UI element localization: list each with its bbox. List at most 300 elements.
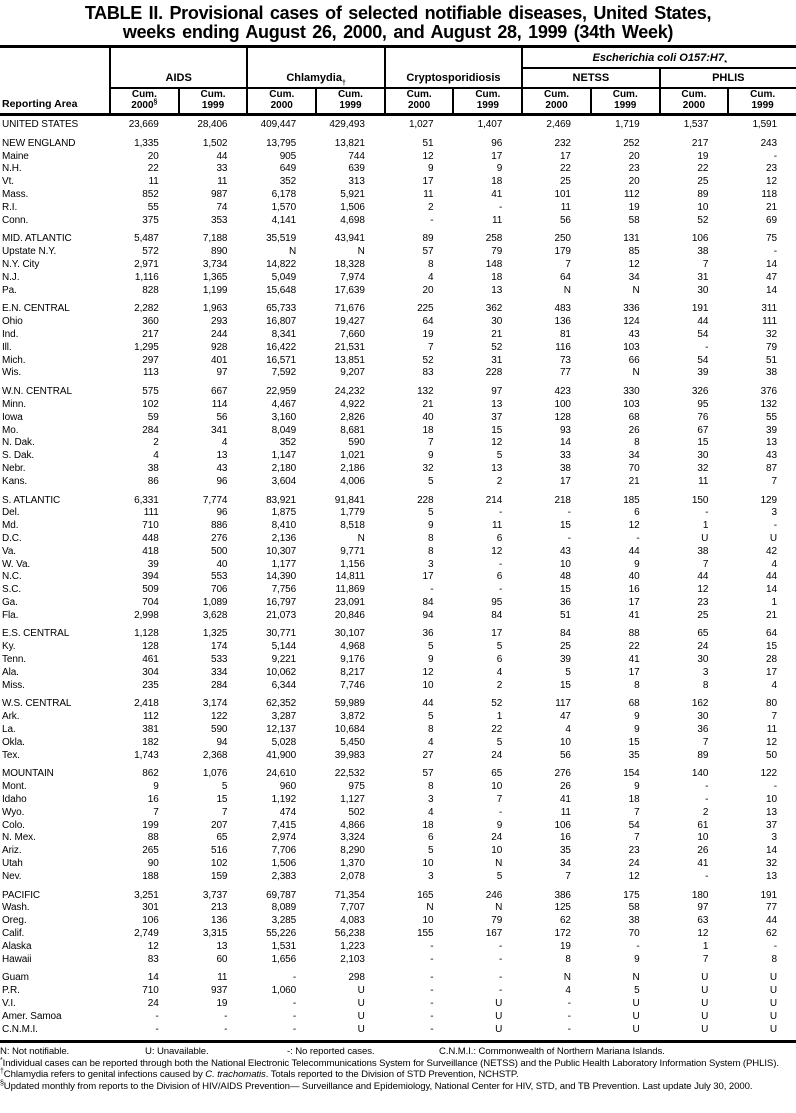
cell-value: 32 xyxy=(766,858,777,870)
cell-value: 116 xyxy=(555,341,571,353)
table-row xyxy=(0,768,796,781)
cell-value: 125 xyxy=(554,902,571,914)
cell-value: 852 xyxy=(142,188,159,200)
cell-value: 5,487 xyxy=(134,233,159,245)
cell-value: 132 xyxy=(760,398,777,410)
cell-value: 44 xyxy=(628,545,640,557)
row-area-label: N.J. xyxy=(2,271,20,283)
cell-value: 15,648 xyxy=(266,284,297,296)
cell-value: 448 xyxy=(142,532,159,544)
cell-value: 159 xyxy=(211,870,228,882)
cell-value: 34 xyxy=(628,450,640,462)
row-area-label: Ill. xyxy=(2,341,12,353)
cell-value: 12 xyxy=(491,437,503,449)
cell-value: 4 xyxy=(771,679,777,691)
cell-value: 84 xyxy=(422,596,434,608)
row-area-label: NEW ENGLAND xyxy=(2,137,76,149)
cell-value: 228 xyxy=(485,367,503,379)
cell-value: 6 xyxy=(428,832,434,844)
cell-value: 218 xyxy=(554,494,571,506)
row-area-label: R.I. xyxy=(2,201,18,213)
cell-value: 301 xyxy=(142,902,159,914)
cell-value: 59 xyxy=(147,411,159,423)
cell-value: - xyxy=(430,985,434,997)
row-area-label: Ark. xyxy=(2,711,20,723)
legend-not-notifiable: N: Not notifiable. xyxy=(0,1046,70,1058)
cell-value: 214 xyxy=(485,494,503,506)
column-group-phlis xyxy=(659,69,796,89)
cell-value: 13 xyxy=(766,870,777,882)
cell-value: 14 xyxy=(766,284,777,296)
cell-value: N xyxy=(563,972,571,984)
cell-value: 6 xyxy=(496,571,503,583)
cell-value: 75 xyxy=(766,233,777,245)
cell-value: 56 xyxy=(216,411,228,423)
footnote-2-post: . Totals reported to the Division of STD Prevention, NCHSTP. xyxy=(265,1069,519,1081)
cell-value: 41 xyxy=(559,794,571,806)
cell-value: 9 xyxy=(634,953,640,965)
cell-value: - xyxy=(567,532,571,544)
cell-value: 246 xyxy=(485,889,503,901)
cell-value: 401 xyxy=(211,354,228,366)
cell-value: U xyxy=(357,1010,365,1022)
row-area-label: P.R. xyxy=(2,985,20,997)
cell-value: 232 xyxy=(554,137,571,149)
cell-value: 7 xyxy=(565,258,571,270)
cell-value: 394 xyxy=(142,571,159,583)
cell-value: 62 xyxy=(766,928,777,940)
cell-value: 9 xyxy=(634,781,640,793)
cell-value: 258 xyxy=(485,233,503,245)
cell-value: 12 xyxy=(697,584,709,596)
cell-value: 30 xyxy=(491,316,503,328)
cell-value: 4,698 xyxy=(340,214,365,226)
table-row xyxy=(0,781,796,794)
cell-value: 8 xyxy=(771,953,777,965)
cell-value: 7,774 xyxy=(202,494,228,506)
cell-value: 5 xyxy=(496,641,503,653)
cell-value: 1 xyxy=(702,520,709,532)
cell-value: 1,591 xyxy=(752,119,777,130)
cell-value: 5 xyxy=(428,845,434,857)
cell-value: 1 xyxy=(496,711,503,723)
cell-value: U xyxy=(357,998,365,1009)
cell-value: 11 xyxy=(492,214,503,226)
cell-value: 136 xyxy=(211,915,228,927)
cell-value: 162 xyxy=(691,698,709,710)
cum-header-cell: Cum. 1999 xyxy=(178,89,247,113)
cell-value: 1,656 xyxy=(271,953,297,965)
column-group-cryptosporidiosis xyxy=(384,48,521,89)
cell-value: 106 xyxy=(554,819,571,831)
cell-value: 30 xyxy=(697,450,709,462)
cell-value: 649 xyxy=(279,163,297,175)
cell-value: N xyxy=(426,902,434,914)
cell-value: 1,027 xyxy=(408,119,434,130)
cell-value: - xyxy=(430,1023,434,1035)
cell-value: 7 xyxy=(771,475,777,487)
cell-value: 51 xyxy=(766,354,777,366)
cell-value: 6 xyxy=(496,532,503,544)
cell-value: 191 xyxy=(760,889,777,901)
cell-value: 987 xyxy=(211,188,228,200)
cell-value: 97 xyxy=(697,902,709,914)
cell-value: 1,963 xyxy=(202,303,228,315)
cell-value: 11,869 xyxy=(335,584,365,596)
cell-value: - xyxy=(498,201,503,213)
row-area-label: N.Y. City xyxy=(2,258,40,270)
cell-value: - xyxy=(292,1010,297,1022)
cell-value: 7 xyxy=(634,806,640,818)
cell-value: 52 xyxy=(491,341,503,353)
cell-value: - xyxy=(498,507,503,519)
cell-value: 44 xyxy=(216,150,228,162)
cell-value: U xyxy=(357,1023,365,1035)
cell-value: U xyxy=(701,1010,709,1022)
cell-value: U xyxy=(701,972,709,984)
cell-value: 47 xyxy=(766,271,777,283)
cell-value: 9 xyxy=(428,654,434,666)
chlamydia-label: Chlamydia xyxy=(286,72,342,84)
cell-value: - xyxy=(498,584,503,596)
table-row xyxy=(0,750,796,763)
cell-value: 11 xyxy=(766,724,777,736)
cell-value: - xyxy=(430,584,434,596)
cell-value: 18,328 xyxy=(334,258,365,270)
cell-value: 14,390 xyxy=(266,571,297,583)
cell-value: 18 xyxy=(491,271,503,283)
cell-value: 24 xyxy=(628,858,640,870)
cell-value: - xyxy=(567,1010,571,1022)
cell-value: 376 xyxy=(760,386,777,398)
table-row xyxy=(0,871,796,884)
cell-value: 70 xyxy=(628,928,640,940)
row-area-label: Ind. xyxy=(2,328,19,340)
cell-value: 6,178 xyxy=(271,188,297,200)
cell-value: 155 xyxy=(417,928,434,940)
cell-value: 8 xyxy=(565,953,571,965)
table-row xyxy=(0,954,796,967)
cell-value: 174 xyxy=(211,641,228,653)
cell-value: 235 xyxy=(142,679,159,691)
row-area-label: Tenn. xyxy=(2,654,26,666)
cell-value: 31 xyxy=(697,271,709,283)
cell-value: 2,826 xyxy=(340,411,365,423)
cell-value: 2,971 xyxy=(134,258,159,270)
cell-value: 3 xyxy=(771,507,777,519)
cell-value: 17 xyxy=(422,571,434,583)
cell-value: 22 xyxy=(628,641,640,653)
cell-value: 58 xyxy=(628,902,640,914)
row-area-label: S.C. xyxy=(2,584,22,596)
cell-value: 352 xyxy=(279,176,297,188)
cell-value: 15 xyxy=(766,641,777,653)
cell-value: 2 xyxy=(153,437,159,449)
table-row xyxy=(0,246,796,259)
cell-value: U xyxy=(769,1010,777,1022)
cell-value: 68 xyxy=(628,698,640,710)
cell-value: 100 xyxy=(554,398,571,410)
cum-header-cell: Cum. 2000 xyxy=(659,89,728,113)
cell-value: 7 xyxy=(702,258,709,270)
footnotes xyxy=(0,1043,796,1092)
cell-value: 12 xyxy=(422,666,434,678)
table-row xyxy=(0,202,796,215)
cell-value: 128 xyxy=(142,641,159,653)
cell-value: 9,176 xyxy=(340,654,365,666)
table-row xyxy=(0,807,796,820)
cell-value: 18 xyxy=(422,819,434,831)
cum-header-cell: Cum. 1999 xyxy=(590,89,659,113)
table-row xyxy=(0,858,796,871)
cell-value: 326 xyxy=(691,386,709,398)
cell-value: 9 xyxy=(634,724,640,736)
cell-value: 83 xyxy=(422,367,434,379)
cell-value: U xyxy=(701,985,709,997)
cell-value: 41 xyxy=(628,654,640,666)
footnote-chlamydia xyxy=(0,1069,796,1080)
table-row xyxy=(0,845,796,858)
cell-value: 90 xyxy=(147,858,159,870)
cell-value: 9 xyxy=(428,163,434,175)
cell-value: 1,089 xyxy=(202,596,228,608)
cell-value: 298 xyxy=(348,972,365,984)
cell-value: - xyxy=(292,1023,297,1035)
cell-value: 14,811 xyxy=(335,571,365,583)
cell-value: 44 xyxy=(766,571,777,583)
cell-value: 7,756 xyxy=(271,584,297,596)
cell-value: U xyxy=(495,998,503,1009)
cell-value: U xyxy=(632,998,640,1009)
table-row xyxy=(0,342,796,355)
cell-value: 175 xyxy=(623,889,640,901)
table-row xyxy=(0,520,796,533)
cell-value: - xyxy=(430,1010,434,1022)
cell-value: 24,610 xyxy=(266,768,297,780)
table-row xyxy=(0,680,796,693)
row-area-label: D.C. xyxy=(2,532,22,544)
table-row xyxy=(0,138,796,151)
cell-value: 14 xyxy=(766,845,777,857)
cell-value: N xyxy=(632,284,640,296)
cell-value: 40 xyxy=(422,411,434,423)
row-area-label: E.S. CENTRAL xyxy=(2,628,70,640)
cell-value: 65,733 xyxy=(266,303,297,315)
cell-value: 1,779 xyxy=(340,507,365,519)
cell-value: 33 xyxy=(559,450,571,462)
cell-value: 6 xyxy=(634,507,640,519)
cell-value: 38 xyxy=(559,462,571,474)
cell-value: 1,370 xyxy=(340,858,365,870)
row-area-label: W.N. CENTRAL xyxy=(2,386,72,398)
table-row xyxy=(0,425,796,438)
cell-value: 20,846 xyxy=(334,609,365,621)
cell-value: 533 xyxy=(211,654,228,666)
cell-value: 10 xyxy=(697,201,709,213)
cell-value: 57 xyxy=(422,246,434,258)
cell-value: 50 xyxy=(766,749,777,761)
cell-value: 182 xyxy=(142,736,159,748)
cell-value: - xyxy=(705,341,709,353)
cell-value: 21,073 xyxy=(266,609,297,621)
cell-value: 5 xyxy=(428,475,434,487)
cell-value: 2 xyxy=(496,679,503,691)
cell-value: 180 xyxy=(691,889,709,901)
cell-value: 60 xyxy=(216,953,228,965)
cell-value: 11 xyxy=(217,176,228,188)
cell-value: 88 xyxy=(628,628,640,640)
cell-value: 6,344 xyxy=(271,679,297,691)
cell-value: 4 xyxy=(221,437,228,449)
row-area-label: S. Dak. xyxy=(2,450,35,462)
cell-value: - xyxy=(705,507,709,519)
row-area-label: Ala. xyxy=(2,666,19,678)
cell-value: 36 xyxy=(697,724,709,736)
cell-value: 88 xyxy=(147,832,159,844)
row-area-label: Vt. xyxy=(2,176,14,188)
cell-value: 418 xyxy=(142,545,159,557)
cell-value: 8,518 xyxy=(340,520,365,532)
cell-value: U xyxy=(357,985,365,997)
cell-value: 64 xyxy=(559,271,571,283)
cell-value: 16,571 xyxy=(266,354,297,366)
cell-value: 975 xyxy=(348,781,365,793)
table-row xyxy=(0,915,796,928)
footnote-aids-update xyxy=(0,1081,796,1092)
cell-value: 128 xyxy=(554,411,571,423)
cell-value: - xyxy=(224,1023,228,1035)
cell-value: 22,959 xyxy=(266,386,297,398)
cell-value: 516 xyxy=(211,845,228,857)
cell-value: 3 xyxy=(702,666,709,678)
cell-value: 11 xyxy=(492,520,503,532)
cell-value: 70 xyxy=(628,462,640,474)
cell-value: 13 xyxy=(491,284,503,296)
row-area-label: Alaska xyxy=(2,940,32,952)
cell-value: 5 xyxy=(496,450,503,462)
cell-value: 58 xyxy=(628,214,640,226)
cell-value: 7 xyxy=(428,437,434,449)
cell-value: 118 xyxy=(761,188,777,200)
footnote-2-italic: C. trachomatis xyxy=(205,1069,266,1081)
table-row xyxy=(0,355,796,368)
cell-value: 17 xyxy=(559,150,571,162)
cell-value: 11 xyxy=(698,475,709,487)
cell-value: 7 xyxy=(428,341,434,353)
cell-value: 71,354 xyxy=(334,889,365,901)
cell-value: 341 xyxy=(211,424,228,436)
cell-value: 79 xyxy=(491,915,503,927)
cell-value: 3,160 xyxy=(271,411,297,423)
cell-value: U xyxy=(769,1023,777,1035)
table-row xyxy=(0,597,796,610)
row-area-label: Mass. xyxy=(2,188,29,200)
cell-value: 172 xyxy=(554,928,571,940)
cell-value: 102 xyxy=(211,858,228,870)
cell-value: 114 xyxy=(211,398,228,410)
cell-value: 24 xyxy=(147,998,159,1009)
cell-value: 252 xyxy=(623,137,640,149)
cell-value: 19 xyxy=(559,940,571,952)
cell-value: 2 xyxy=(428,201,434,213)
cell-value: - xyxy=(705,870,709,882)
row-area-label: Miss. xyxy=(2,679,25,691)
cell-value: 16,797 xyxy=(266,596,297,608)
cell-value: U xyxy=(769,998,777,1009)
cell-value: - xyxy=(155,1023,159,1035)
table-row xyxy=(0,412,796,425)
row-area-label: Utah xyxy=(2,858,23,870)
cell-value: 21,531 xyxy=(334,341,365,353)
cell-value: 15 xyxy=(491,424,503,436)
table-row xyxy=(0,698,796,711)
cell-value: 10 xyxy=(491,781,503,793)
cell-value: 69 xyxy=(766,214,777,226)
cell-value: 52 xyxy=(491,698,503,710)
cell-value: 89 xyxy=(422,233,434,245)
cell-value: 55,226 xyxy=(266,928,297,940)
table-row xyxy=(0,711,796,724)
cell-value: 1,295 xyxy=(134,341,159,353)
cell-value: 23 xyxy=(697,596,709,608)
cell-value: 1,743 xyxy=(134,749,159,761)
cell-value: 188 xyxy=(142,870,159,882)
table-row xyxy=(0,450,796,463)
cell-value: 2 xyxy=(496,475,503,487)
cell-value: 22 xyxy=(697,163,709,175)
cell-value: 13,821 xyxy=(334,137,365,149)
table-row xyxy=(0,584,796,597)
cell-value: 2,749 xyxy=(134,928,159,940)
cell-value: - xyxy=(155,1010,159,1022)
cell-value: N xyxy=(563,284,571,296)
cell-value: 3,872 xyxy=(340,711,365,723)
cell-value: 7,592 xyxy=(271,367,297,379)
cell-value: 13,795 xyxy=(266,137,297,149)
cell-value: 73 xyxy=(559,354,571,366)
cell-value: 1,335 xyxy=(134,137,159,149)
cell-value: 122 xyxy=(760,768,777,780)
cell-value: 16,422 xyxy=(266,341,297,353)
cell-value: 5,028 xyxy=(271,736,297,748)
row-area-label: MOUNTAIN xyxy=(2,768,54,780)
cell-value: 8,049 xyxy=(271,424,297,436)
legend-unavailable: U: Unavailable. xyxy=(145,1046,209,1058)
cell-value: 960 xyxy=(279,781,297,793)
cell-value: 8 xyxy=(428,724,434,736)
cell-value: 11 xyxy=(148,176,159,188)
title-line-1: TABLE II. Provisional cases of selected notifiable diseases, United States, xyxy=(84,3,712,23)
cell-value: 16 xyxy=(559,832,571,844)
cell-value: 10 xyxy=(422,915,434,927)
ecoli-label: Escherichia coli O157:H7 xyxy=(592,52,724,64)
cell-value: 23 xyxy=(766,163,777,175)
cell-value: 590 xyxy=(348,437,365,449)
cell-value: 38 xyxy=(697,246,709,258)
table-row xyxy=(0,215,796,228)
table-row xyxy=(0,641,796,654)
cell-value: 55 xyxy=(147,201,159,213)
cell-value: 8,290 xyxy=(340,845,365,857)
cell-value: 10 xyxy=(559,558,571,570)
cell-value: 2,383 xyxy=(271,870,297,882)
cell-value: 9 xyxy=(634,711,640,723)
cell-value: 8,089 xyxy=(271,902,297,914)
cell-value: 19 xyxy=(697,150,709,162)
cell-value: 43,941 xyxy=(334,233,365,245)
cryptosporidiosis-label: Cryptosporidiosis xyxy=(406,72,501,84)
cell-value: 24 xyxy=(697,641,709,653)
